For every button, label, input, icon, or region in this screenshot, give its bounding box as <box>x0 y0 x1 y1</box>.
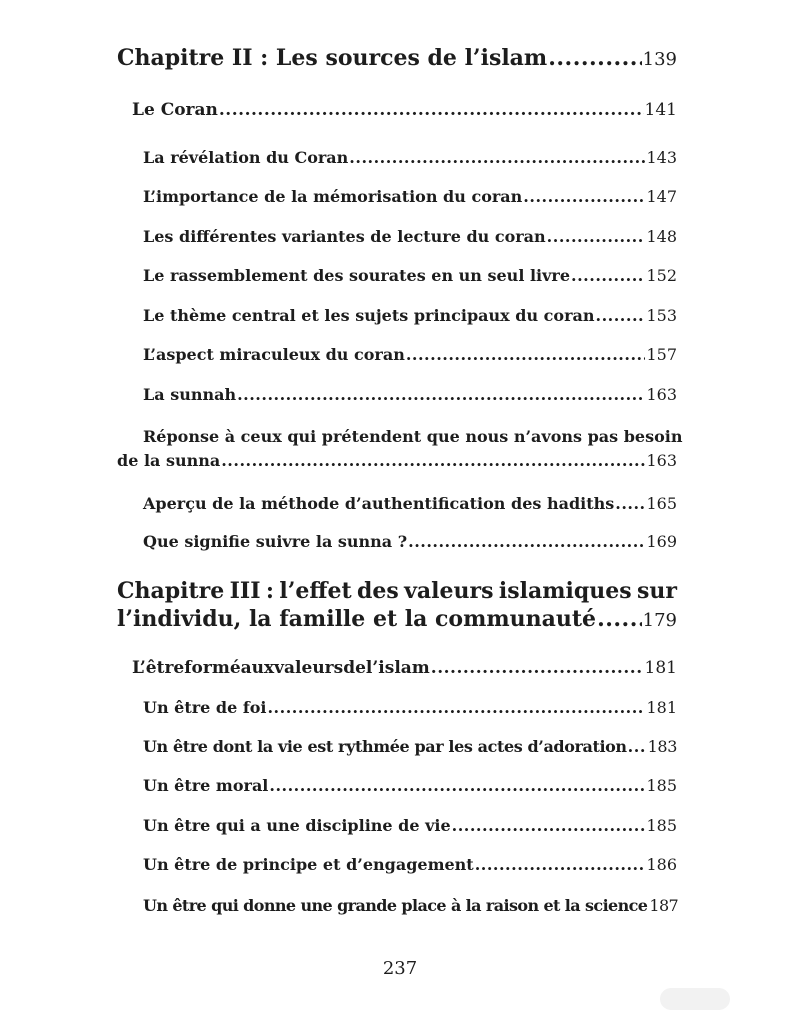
toc-entry[interactable] <box>143 345 677 364</box>
dot-leader <box>452 816 646 835</box>
toc-page-number: 186 <box>646 855 677 874</box>
toc-title: Le thème central et les sujets principaux du coran <box>143 306 595 325</box>
toc-page-number: 165 <box>646 494 677 513</box>
toc-entry[interactable] <box>143 494 677 513</box>
toc-page-number: 181 <box>644 658 677 678</box>
toc-entry[interactable] <box>143 227 677 246</box>
toc-entry[interactable] <box>143 737 677 756</box>
toc-title: de la sunna <box>117 451 221 470</box>
toc-page-number: 153 <box>646 306 677 325</box>
toc-title: Un être qui a une discipline de vie <box>143 816 451 835</box>
dot-leader <box>596 306 646 325</box>
dot-leader <box>237 385 645 404</box>
toc-entry[interactable] <box>143 532 677 551</box>
toc-page-number: 157 <box>646 345 677 364</box>
toc-page-number: 185 <box>646 816 677 835</box>
toc-title: La sunnah <box>143 385 237 404</box>
toc-page-number: 139 <box>642 49 677 70</box>
toc-title: Aperçu de la méthode d’authentification des hadiths <box>143 494 615 513</box>
toc-entry[interactable] <box>143 266 677 285</box>
toc-title: L’importance de la mémorisation du coran <box>143 187 523 206</box>
toc-page-number: 141 <box>644 100 677 120</box>
toc-chapter-3-line-1 <box>117 578 677 604</box>
toc-chapter-3[interactable] <box>117 606 677 632</box>
toc-title: La révélation du Coran <box>143 148 349 167</box>
word: sur <box>637 578 677 604</box>
toc-title: L’êtreforméauxvaleursdel’islam <box>132 658 430 678</box>
word: valeurs <box>404 578 494 604</box>
word: III <box>229 578 261 604</box>
toc-entry[interactable] <box>143 306 677 325</box>
toc-title: Un être de principe et d’engagement <box>143 855 474 874</box>
word: islamiques <box>498 578 632 604</box>
dot-leader <box>349 148 645 167</box>
word: Chapitre <box>117 578 225 604</box>
toc-section-etre-forme[interactable] <box>132 658 677 678</box>
toc-page-number: 169 <box>646 532 677 551</box>
page-number: 237 <box>382 958 418 979</box>
toc-title: Les différentes variantes de lecture du coran <box>143 227 546 246</box>
toc-title: Un être dont la vie est rythmée par les actes d’adoration <box>143 737 627 756</box>
toc-entry[interactable] <box>143 385 677 404</box>
toc-entry[interactable] <box>143 776 677 795</box>
toc-page-number: 181 <box>646 698 677 717</box>
dot-leader <box>475 855 646 874</box>
dot-leader <box>269 776 645 795</box>
word: l’effet <box>279 578 352 604</box>
toc-title: Que signifie suivre la sunna ? <box>143 532 408 551</box>
toc-title: Un être moral <box>143 776 269 795</box>
toc-title: l’individu, la famille et la communauté <box>117 606 597 632</box>
dot-leader <box>615 494 645 513</box>
word: : <box>265 578 274 604</box>
page-corner-shadow <box>660 988 730 1010</box>
toc-page-number: 185 <box>646 776 677 795</box>
dot-leader <box>431 658 644 678</box>
toc-entry-reponse[interactable] <box>117 451 677 470</box>
toc-entry[interactable] <box>143 855 677 874</box>
dot-leader <box>548 45 641 71</box>
dot-leader <box>408 532 645 551</box>
dot-leader <box>523 187 645 206</box>
toc-page-number: 143 <box>646 148 677 167</box>
toc-page-number: 163 <box>646 385 677 404</box>
toc-entry[interactable] <box>143 187 677 206</box>
toc-page-number: 187 <box>649 896 679 915</box>
toc-entry[interactable] <box>143 816 677 835</box>
toc-section-le-coran[interactable] <box>132 100 677 120</box>
toc-page-number: 163 <box>646 451 677 470</box>
dot-leader <box>571 266 645 285</box>
toc-entry[interactable] <box>143 896 677 915</box>
toc-title: Chapitre II : Les sources de l’islam <box>117 45 548 71</box>
toc-page-number: 148 <box>646 227 677 246</box>
toc-entry-line-1: Réponse à ceux qui prétendent que nous n’avons pas besoin <box>143 427 683 446</box>
dot-leader <box>547 227 646 246</box>
toc-page-number: 152 <box>646 266 677 285</box>
toc-page-number: 179 <box>642 610 677 631</box>
toc-title: Le rassemblement des sourates en un seul livre <box>143 266 571 285</box>
toc-chapter-2[interactable] <box>117 45 677 71</box>
toc-page-number: 183 <box>647 737 677 756</box>
toc-entry[interactable] <box>143 148 677 167</box>
toc-page-number: 147 <box>646 187 677 206</box>
dot-leader <box>597 606 642 632</box>
dot-leader <box>221 451 645 470</box>
toc-title: Un être qui donne une grande place à la raison et la science <box>143 896 648 915</box>
word: des <box>356 578 399 604</box>
dot-leader <box>219 100 644 120</box>
toc-title: L’aspect miraculeux du coran <box>143 345 405 364</box>
toc-entry[interactable] <box>143 698 677 717</box>
dot-leader <box>406 345 646 364</box>
dot-leader <box>628 737 647 756</box>
toc-title: Un être de foi <box>143 698 267 717</box>
toc-title: Le Coran <box>132 100 218 120</box>
dot-leader <box>267 698 645 717</box>
